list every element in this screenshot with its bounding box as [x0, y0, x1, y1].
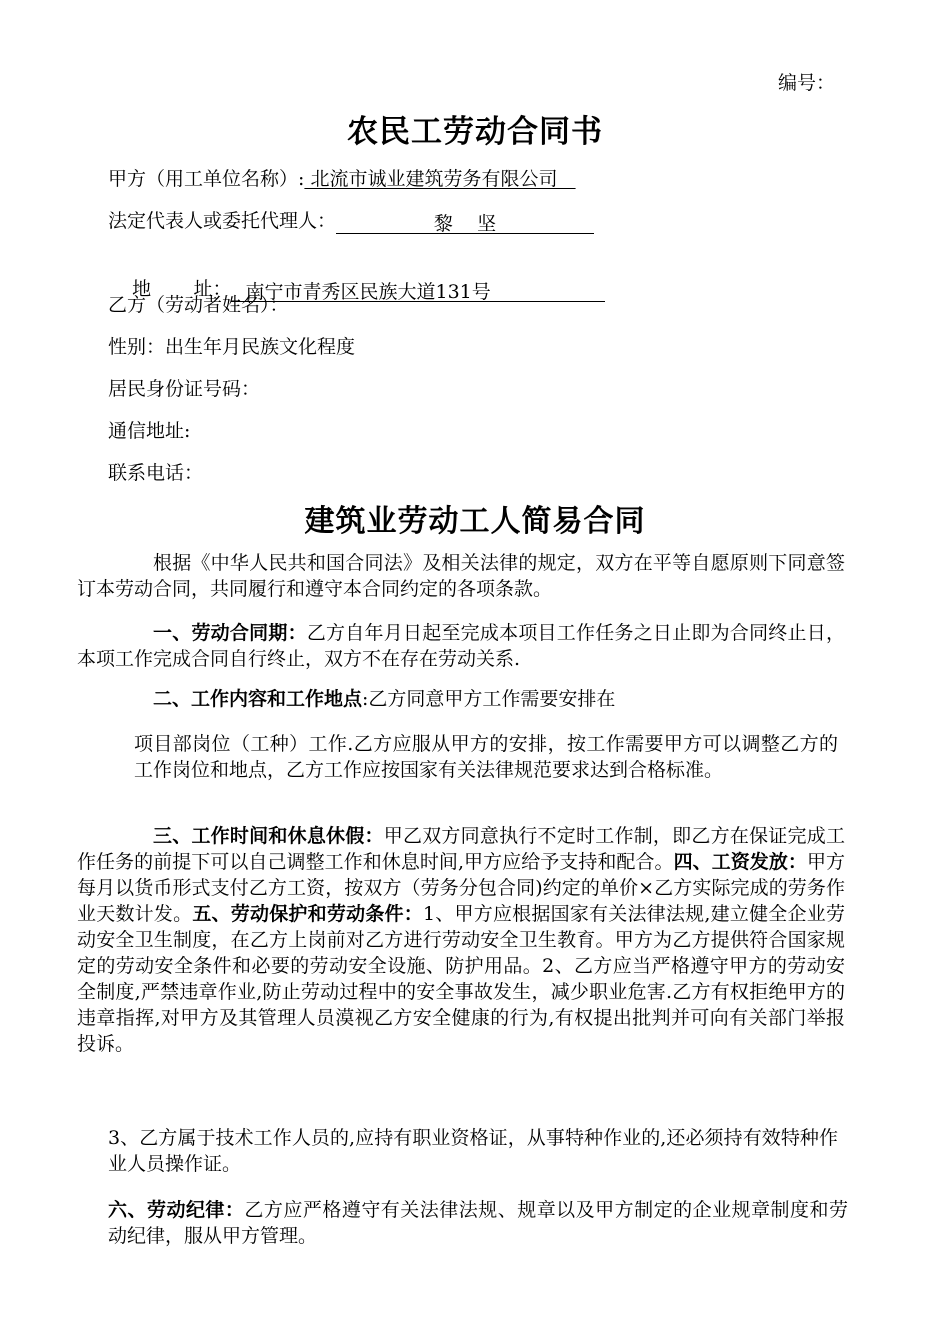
- legal-rep-line: [108, 208, 594, 234]
- section-3-heading: 三、工作时间和休息休假：: [153, 825, 384, 847]
- section-5-body: 1、甲方应根据国家有关法律法规,建立健全企业劳动安全卫生制度，在乙方上岗前对乙方进行劳动安全卫生教育。甲方为乙方提供符合国家规定的劳动安全条件和必要的劳动安全设施、防护用品。2、乙方应当严格遵守甲方的劳动安全制度,严禁违章作业,防止劳动过程中的安全事故发生，减少职业危害.乙方有权拒绝甲方的违章指挥,对甲方及其管理人员漠视乙方安全健康的行为,有权提出批判并可向有关部门举报投诉。: [77, 903, 845, 1055]
- party-a-value: 北流市诚业建筑劳务有限公司: [304, 168, 576, 190]
- section-1-paragraph: [77, 620, 845, 672]
- section-6-paragraph: [108, 1197, 848, 1249]
- phone-line: 联系电话：: [108, 462, 204, 484]
- contract-subtitle: 建筑业劳动工人简易合同: [304, 504, 646, 539]
- party-b-line: 乙方（劳动者姓名）：: [108, 294, 289, 316]
- section-2-heading: 二、工作内容和工作地点: [153, 688, 363, 710]
- sections-3-5-paragraph: [77, 823, 845, 1057]
- section-2-body: :乙方同意甲方工作需要安排在: [362, 688, 616, 710]
- section-4-heading: 四、工资发放：: [673, 851, 807, 873]
- mail-address-line: 通信地址:: [108, 420, 191, 442]
- section-2-paragraph: [77, 686, 845, 712]
- gender-line: 性别：出生年月民族文化程度: [108, 336, 356, 358]
- address-label: 地 址：: [132, 278, 232, 300]
- id-number-line: 居民身份证号码：: [108, 378, 261, 400]
- legal-rep-value: 黎 坚: [336, 211, 594, 234]
- legal-rep-label: 法定代表人或委托代理人：: [108, 210, 337, 232]
- party-a-label: 甲方（用工单位名称）:: [108, 168, 305, 190]
- intro-paragraph: 根据《中华人民共和国合同法》及相关法律的规定，双方在平等自愿原则下同意签订本劳动合同，共同履行和遵守本合同约定的各项条款。: [77, 552, 845, 600]
- document-title: 农民工劳动合同书: [347, 114, 603, 150]
- section-1-heading: 一、劳动合同期：: [153, 622, 307, 644]
- party-a-line: [108, 166, 576, 192]
- section-3-body: 甲乙双方同意执行不定时工作制，即乙方在保证完成工作任务的前提下可以自己调整工作和休息时间,甲方应给予支持和配合。: [77, 825, 845, 873]
- section-6-body: 乙方应严格遵守有关法律法规、规章以及甲方制定的企业规章制度和劳动纪律，服从甲方管理。: [108, 1199, 848, 1247]
- contract-number-label: 编号：: [778, 72, 836, 94]
- section-5-item-3: 3、乙方属于技术工作人员的,应持有职业资格证，从事特种作业的,还必须持有效特种作业人员操作证。: [108, 1127, 838, 1175]
- address-value: 南宁市青秀区民族大道131号: [231, 279, 605, 302]
- section-6-heading: 六、劳动纪律：: [108, 1199, 245, 1221]
- section-4-body: 甲方每月以货币形式支付乙方工资，按双方（劳务分包合同)约定的单价×乙方实际完成的劳务作业天数计发。: [77, 851, 845, 925]
- section-5-heading: 五、劳动保护和劳动条件：: [192, 903, 423, 925]
- section-1-body: 乙方自年月日起至完成本项目工作任务之日止即为合同终止日，本项工作完成合同自行终止，双方不在存在劳动关系.: [77, 622, 845, 670]
- section-2-continuation: 项目部岗位（工种）工作.乙方应服从甲方的安排，按工作需要甲方可以调整乙方的工作岗位和地点，乙方工作应按国家有关法律规范要求达到合格标准。: [134, 733, 838, 781]
